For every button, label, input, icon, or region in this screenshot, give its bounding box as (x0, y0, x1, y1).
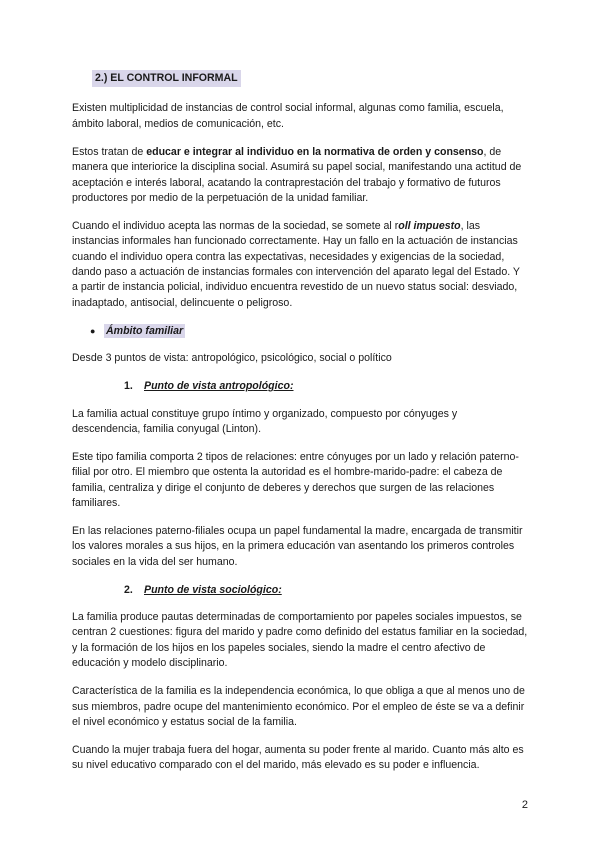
paragraph-2 (72, 145, 528, 207)
paragraph-8: La familia produce pautas determinadas de comportamiento por papeles sociales impuestos, se centran 2 cuestiones: figura del marido y padre como definido del estatus familiar en la sociedad, y la formación de los hijos en los papeles sociales, siendo la madre el centro afectivo de educación y modelo disciplinario. (72, 611, 528, 670)
paragraph-2-lead: Estos tratan de (72, 145, 147, 158)
paragraph-3-lead: Cuando el individuo acepta las normas de la sociedad, se somete al r (72, 219, 399, 232)
subheading-title: Punto de vista sociológico: (144, 583, 282, 596)
section-heading: 2.) EL CONTROL INFORMAL (92, 70, 241, 87)
paragraph-3-rest: , las instancias informales han funcionado correctamente. Hay un fallo en la actuación de instancias cuando el individuo opera contra las expectativas, necesidades y exigencias de la sociedad, dando paso a actuación de instancias formales con intervención del aparato legal del Estado. Y a partir de instancia policial, individuo encuentra revestido de un nuevo status social: desviado, inadaptado, antisocial, delincuente o peligroso. (72, 219, 520, 309)
paragraph-3 (72, 219, 528, 311)
paragraph-9: Característica de la familia es la independencia económica, lo que obliga a que al menos uno de sus miembros, padre ocupe del mantenimiento económico. Por el empleo de éste se va a definir el nivel económico y estatus social de la familia. (72, 685, 525, 728)
subheading-title: Punto de vista antropológico: (144, 380, 294, 393)
paragraph-4: Desde 3 puntos de vista: antropológico, psicológico, social o político (72, 352, 392, 365)
paragraph-3-bold-italic: oll impuesto (398, 219, 461, 232)
page-number: 2 (521, 799, 528, 811)
paragraph-6: Este tipo familia comporta 2 tipos de relaciones: entre cónyuges por un lado y relación paterno-filial por otro. El miembro que ostenta la autoridad es el hombre-marido-padre: el cabeza de familia, centraliza y dirige el conjunto de deberes y derechos que surgen de las relaciones familiares. (72, 450, 519, 510)
subheading-number: 2. (124, 583, 133, 596)
bullet-label: Ámbito familiar (106, 324, 184, 337)
paragraph-7: En las relaciones paterno-filiales ocupa un papel fundamental la madre, encargada de transmitir los valores morales a sus hijos, en la primera educación van asentando los primeros controles sociales en la vida del ser humano. (72, 524, 523, 568)
paragraph-1: Existen multiplicidad de instancias de control social informal, algunas como familia, escuela, ámbito laboral, medios de comunicación, etc. (72, 102, 504, 130)
subheading-antropologico (124, 379, 528, 394)
paragraph-2-rest: , de manera que interiorice la disciplina social. Asumirá su papel social, manifestando una actitud de aceptación e interés laboral, acatando la contraprestación del trabajo y formativo de futuros productores por medio de la perpetuación de la unidad familiar. (72, 145, 522, 204)
document-page (72, 70, 528, 786)
paragraph-5: La familia actual constituye grupo íntimo y organizado, compuesto por cónyuges y descendencia, familia conyugal (Linton). (72, 407, 458, 435)
bullet-ambito-familiar (90, 324, 528, 339)
bullet-icon: ● (90, 325, 96, 336)
paragraph-2-bold: educar e integrar al individuo en la normativa de orden y consenso (146, 145, 484, 158)
paragraph-10: Cuando la mujer trabaja fuera del hogar, aumenta su poder frente al marido. Cuanto más alto es su nivel educativo comparado con el del marido, más elevado es su poder e influencia. (72, 743, 524, 772)
subheading-sociologico (124, 583, 528, 598)
subheading-number: 1. (124, 380, 133, 393)
